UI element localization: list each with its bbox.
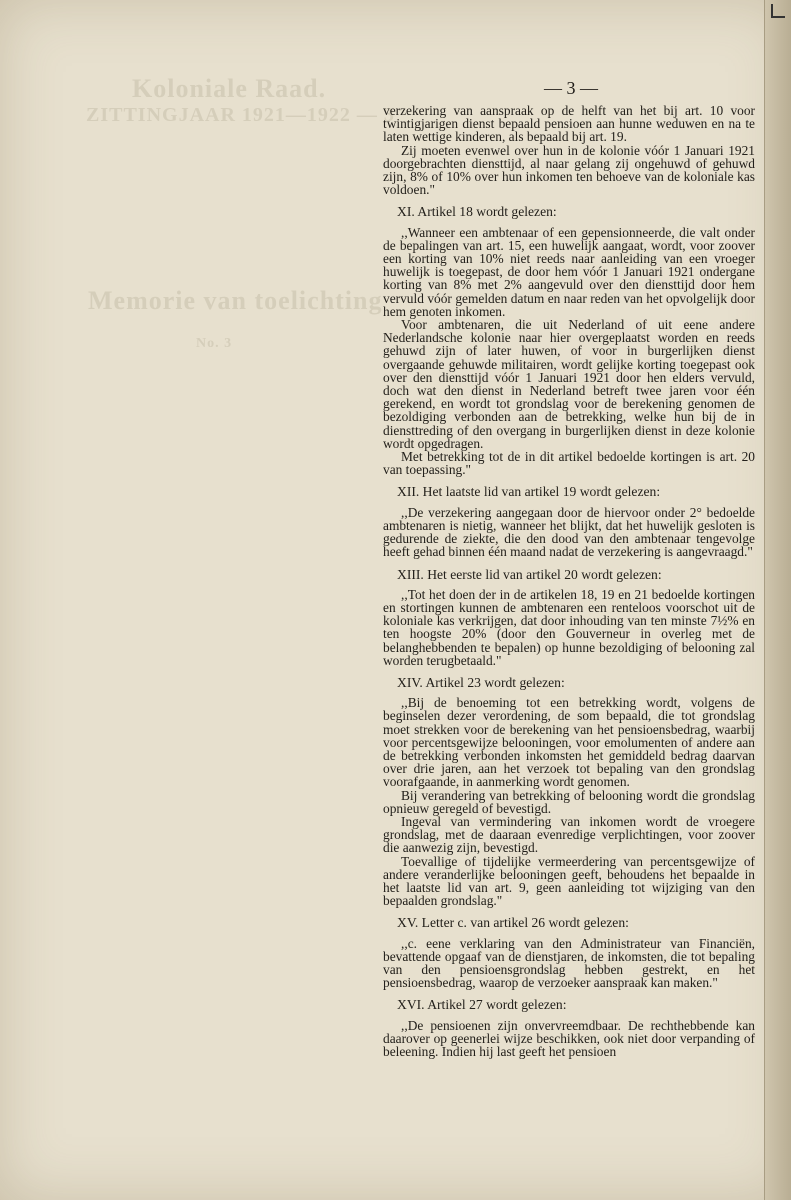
section-heading: XV. Letter c. van artikel 26 wordt gelezen:: [397, 915, 629, 931]
section-heading: XIV. Artikel 23 wordt gelezen:: [397, 674, 565, 690]
bleed-through-text: No. 3: [196, 336, 233, 351]
paragraph: ,,De verzekering aangegaan door de hiervoor onder 2° bedoelde ambtenaren is nietig, wanneer het blijkt, dat het huwelijk gesloten is gedurende de ziekte, die den dood van den ambtenaar tengevolge heeft gehad binnen één maand nadat de verzekering is aangevraagd.": [383, 504, 755, 560]
paragraph: ,,Tot het doen der in de artikelen 18, 19 en 21 bedoelde kortingen en stortingen kunnen de ambtenaren een renteloos voorschot uit de koloniale kas verkrijgen, dat door inhouding van ten minste 7½% en ten hoogste 20% (door den Gouverneur in overleg met de belanghebbenden te bepalen) op hunne bezoldiging of belooning zal worden terugbetaald.": [383, 586, 755, 668]
section-heading: XI. Artikel 18 wordt gelezen:: [397, 204, 557, 220]
paragraph: ,,Bij de benoeming tot een betrekking wordt, volgens de beginselen dezer verordening, de som bepaald, die tot grondslag moet strekken voor de berekening van het pensioensbedrag, waarbij voor percentsgewijze belooningen, voor emolumenten of andere aan de betrekking verbonden inkomsten het gemiddeld bedrag daarvan over drie jaren, aan het verzoek tot bepaling van den grondslag voorafgaande, in aanmerking wordt genomen.: [383, 695, 755, 790]
bleed-through-text: Koloniale Raad.: [132, 74, 327, 103]
paragraph: Ingeval van vermindering van inkomen wordt de vroegere grondslag, met de daaraan evenredige verplichtingen, voor zoover die aanwezig zijn, bevestigd.: [383, 813, 755, 856]
bleed-through-text: ZITTINGJAAR 1921—1922 — 3: [86, 104, 395, 126]
paragraph: ,,c. eene verklaring van den Administrateur van Financiën, bevattende opgaaf van de dienstjaren, de inkomsten, die tot bepaling van den pensioensgrondslag hebben gestrekt, en het pensioensbedrag, waarop de verzoeker aanspraak kan maken.": [383, 935, 755, 991]
paragraph: ,,Wanneer een ambtenaar of een gepensionneerde, die valt onder de bepalingen van art. 15, een huwelijk aangaat, wordt, voor zoover een korting van 10% niet reeds naar aanleiding van een vroeger huwelijk is toegepast, de door hem vóór 1 Januari 1921 ondergane korting van 8% met 2% aangevuld over den diensttijd door hem vervuld vóór gemelden datum en naar reden van het opvolgelijk door hem genoten inkomen.: [383, 224, 755, 319]
section-heading: XVI. Artikel 27 wordt gelezen:: [397, 997, 567, 1013]
paragraph: Met betrekking tot de in dit artikel bedoelde kortingen is art. 20 van toepassing.": [383, 449, 755, 478]
text-column: [383, 104, 755, 1058]
paragraph: Bij verandering van betrekking of belooning wordt die grondslag opnieuw geregeld of bevestigd.: [383, 787, 755, 816]
paragraph: Voor ambtenaren, die uit Nederland of uit eene andere Nederlandsche kolonie naar hier overgeplaatst worden en reeds gehuwd zijn of later huwen, of voor in burgerlijken dienst overgaande gehuwde militairen, wordt gelijke korting toegepast ook over den diensttijd vóór 1 Januari 1921 door hen elders vervuld, doch wat den dienst in Nederland betreft twee jaren voor één gerekend, en wordt tot grondslag voor de berekening genomen de bezoldiging verbonden aan de betrekking, welke hun bij de in diensttreding of den overgang in burgerlijken dienst in deze kolonie wordt opgedragen.: [383, 317, 755, 451]
paragraph: verzekering van aanspraak op de helft van het bij art. 10 voor twintigjarigen dienst bepaald pensioen aan hunne weduwen en na te laten wettige kinderen, als bepaald bij art. 19.: [383, 103, 755, 145]
page-number: — 3 —: [544, 78, 598, 98]
page-edge: [764, 0, 791, 1200]
paragraph: Zij moeten evenwel over hun in de kolonie vóór 1 Januari 1921 doorgebrachten diensttijd, al naar gelang zij ongehuwd of gehuwd zijn, 8% of 10% over hun inkomen ten behoeve van de koloniale kas voldoen.": [383, 142, 755, 198]
corner-mark-icon: [771, 4, 785, 18]
bleed-through-text: Memorie van toelichting: [88, 286, 383, 315]
paragraph: Toevallige of tijdelijke vermeerdering van percentsgewijze of andere veranderlijke belooningen geeft, behoudens het bepaalde in het laatste lid van art. 9, geen aanleiding tot wijziging van den bepaalden grondslag.": [383, 853, 755, 909]
section-heading: XII. Het laatste lid van artikel 19 wordt gelezen:: [397, 484, 661, 500]
section-heading: XIII. Het eerste lid van artikel 20 wordt gelezen:: [397, 566, 662, 582]
paragraph: ,,De pensioenen zijn onvervreemdbaar. De rechthebbende kan daarover op geenerlei wijze beschikken, ook niet door verpanding of beleening. Indien hij last geeft het pensioen: [383, 1017, 755, 1059]
